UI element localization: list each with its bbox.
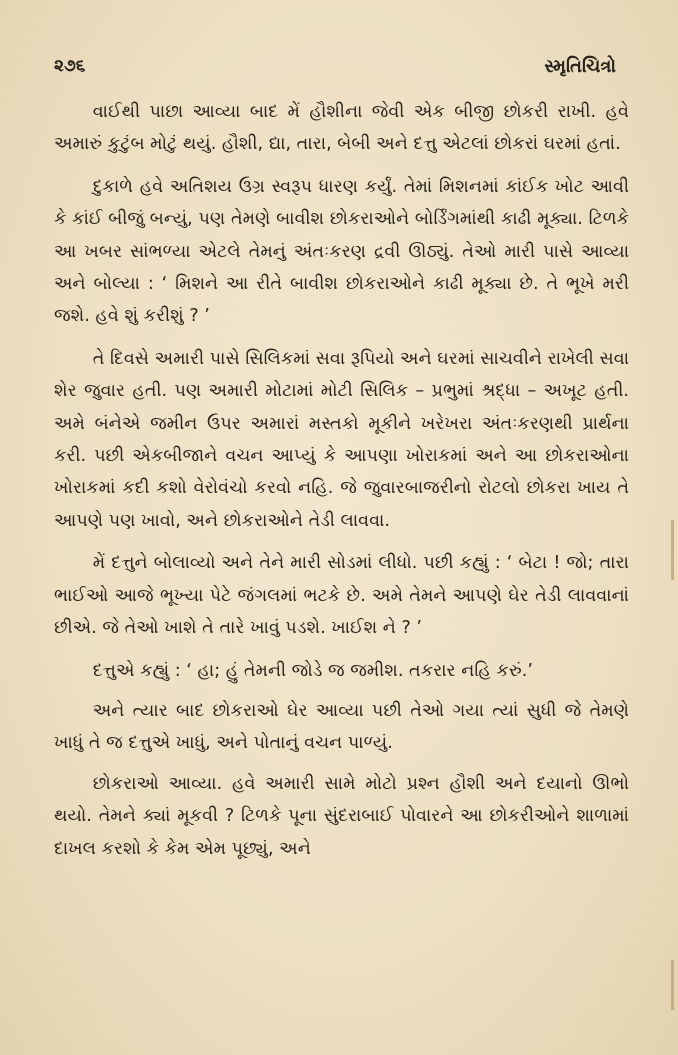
paragraph: છોકરાઓ આવ્યા. હવે અમારી સામે મોટો પ્રશ્ન હૌશી અને દયાનો ઊભો થયો. તેમને ક્યાં મૂકવી ? ટિળકે પૂના સુંદરાબાઈ પોવારને આ છોકરીઓને શાળામાં દાખલ કરશો કે કેમ એમ પૂછ્યું, અને: [54, 773, 629, 859]
running-head-title: સ્મૃતિચિત્રો: [544, 56, 616, 77]
page-number: ૨૭૬: [54, 56, 86, 76]
page-edge-stain: [671, 960, 674, 1010]
paragraph: દત્તુએ કહ્યું : ‘ હા; હું તેમની જોડે જ જમીશ. તકરાર નહિ કરું.’: [92, 660, 533, 681]
paragraph: તે દિવસે અમારી પાસે સિલિકમાં સવા રૂપિયો અને ઘરમાં સાચવીને રાખેલી સવા શેર જુવાર હતી. પણ અમારી મોટામાં મોટી સિલિક – પ્રભુમાં શ્રદ્ધા – અખૂટ હતી. અમે બંનેએ જમીન ઉપર અમારાં મસ્તકો મૂકીને ખરેખરા અંતઃકરણથી પ્રાર્થના કરી. પછી એકબીજાને વચન આપ્યું કે આપણા ખોરાકમાં અને આ છોકરાઓના ખોરાકમાં કદી કશો વેરોવંચો કરવો નહિ. જે જુવારબાજરીનો રોટલો છોકરા ખાય તે આપણે પણ ખાવો, અને છોકરાઓને તેડી લાવવા.: [54, 348, 629, 531]
page-header: [54, 56, 616, 86]
page-edge-stain: [671, 520, 674, 580]
paragraph: દુકાળે હવે અતિશય ઉગ્ર સ્વરૂપ ધારણ કર્યું. તેમાં મિશનમાં કાંઈક ખોટ આવી કે કાંઈ બીજું બન્યું, પણ તેમણે બાવીશ છોકરાઓને બોર્ડિંગમાંથી કાઢી મૂક્યા. ટિળકે આ ખબર સાંભળ્યા એટલે તેમનું અંતઃકરણ દ્રવી ઊઠ્યું. તેઓ મારી પાસે આવ્યા અને બોલ્યા : ‘ મિશને આ રીતે બાવીશ છોકરાઓને કાઢી મૂક્યા છે. તે ભૂખે મરી જશે. હવે શું કરીશું ? ’: [54, 176, 629, 327]
body-text: [54, 96, 629, 875]
paragraph: વાઈથી પાછા આવ્યા બાદ મેં હૌશીના જેવી એક બીજી છોકરી રાખી. હવે અમારું કુટુંબ મોટું થયું. હૌશી, દ્યા, તારા, બેબી અને દત્તુ એટલાં છોકરાં ઘરમાં હતાં.: [54, 102, 629, 155]
paragraph: અને ત્યાર બાદ છોકરાઓ ઘેર આવ્યા પછી તેઓ ગયા ત્યાં સુધી જે તેમણે ખાધું તે જ દત્તુએ ખાધું, અને પોતાનું વચન પાળ્યું.: [54, 700, 629, 754]
paragraph: મેં દત્તુને બોલાવ્યો અને તેને મારી સોડમાં લીધો. પછી કહ્યું : ‘ બેટા ! જો; તારા ભાઈઓ આજે ભૂખ્યા પેટે જંગલમાં ભટકે છે. અમે તેમને આપણે ઘેર તેડી લાવવાનાં છીએ. જે તેઓ ખાશે તે તારે ખાવું પડશે. ખાઈશ ને ? ’: [54, 553, 629, 639]
